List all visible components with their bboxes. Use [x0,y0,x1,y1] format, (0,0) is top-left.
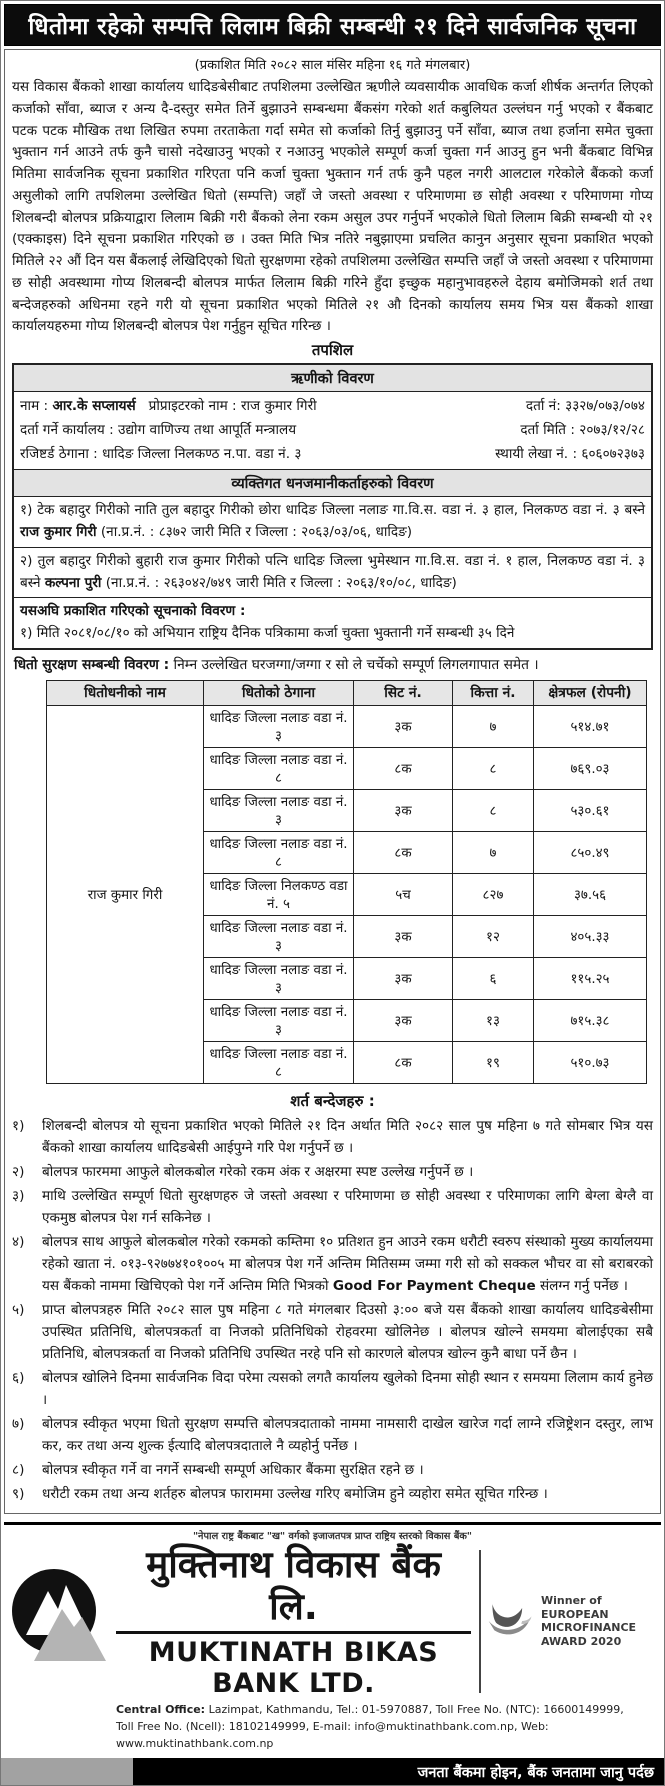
plot-cell: १३ [453,999,534,1041]
bank-names [112,1544,475,1699]
col-owner-name: धितोधनीको नाम [47,680,204,705]
bank-name-nepali: मुक्तिनाथ विकास बैंक लि. [116,1544,471,1634]
owner-cell: राज कुमार गिरी [47,705,204,1083]
sheet-cell: ८क [354,1041,453,1083]
terms-heading: शर्त बन्देजहरु : [290,1091,375,1110]
plot-cell: १९ [453,1041,534,1083]
term-item-1: १) शिलबन्दी बोलपत्र यो सूचना प्रकाशित भएको मितिले २१ दिन अर्थात मिति २०८२ साल पुष महिना ७ गते सोमबार भित्र यस बैंकको शाखा कार्यालय धादिङबेसी आईपुग्ने गरि पेश गर्नुपर्ने छ । [12,1117,653,1156]
address-cell: धादिङ जिल्ला निलकण्ठ वडा नं. ५ [204,873,354,915]
terms-list [12,1115,653,1505]
notice-body [4,49,661,1514]
footer-divider [4,1522,661,1525]
sheet-cell: ८क [354,831,453,873]
borrower-details [14,392,651,469]
slogan-text: जनता बैंकमा होइन, बैंक जनतामा जानु पर्दछ [133,1758,664,1785]
address-cell: धादिङ जिल्ला नलाङ वडा नं. ८ [204,1041,354,1083]
contact-info [116,1701,661,1752]
sheet-cell: ५च [354,873,453,915]
plot-cell: ८ [453,789,534,831]
contact-line-1: Central Office: Lazimpat, Kathmandu, Tel.: 01-5970887, Toll Free No. (NTC): 16600149999, [116,1702,624,1716]
borrower-regno: दर्ता नं: ३३२७/०७३/०७४ [525,398,645,414]
collateral-heading: धितो सुरक्षण सम्बन्धी विवरण : निम्न उल्लेखित घरजग्गा/जग्गा र सो ले चर्चेको सम्पूर्ण लिगलगापात समेत । [14,656,539,673]
term-item-4: ४) बोलपत्र साथ आफुले बोलकबोल गरेको रकमको कम्तिमा १० प्रतिशत हुन आउने रकम धरौटी स्वरुप संस्थाको मुख्य कार्यालयमा रहेको खाता नं. ०१३-९२७७४१०१००५ मा बोलपत्र पेश गर्ने अन्तिम मितिसम्म जम्मा गरी सो को सक्कल भौचर वा सो बराबरको यस बैंकको नाममा खिचिएको पेश गर्ने अन्तिम मिति भित्रको Good For Payment Cheque संलग्न गर्नु पर्नेछ । [12,1233,653,1294]
published-date: (प्रकाशित मिति २०८२ साल मंसिर महिना १६ गते मंगलबार) [194,58,471,73]
term-item-5: ५) प्राप्त बोलपत्रहरु मिति २०८२ साल पुष महिना ८ गते मंगलबार दिउसो ३:०० बजे यस बैंकको शाखा कार्यालय धादिङबेसीमा उपस्थित प्रतिनिधि, बोलपत्रकर्ता वा निजको प्रतिनिधिको रोहवरमा खोलिनेछ । बोलपत्र खोल्ने समयमा बोलाईएका सबै प्रतिनिधि, बोलपत्रकर्ता वा निजको प्रतिनिधि उपस्थित नरहे पनि सो कारणले बोलपत्र खोल्न कुनै बाधा पर्ने छैन । [12,1301,653,1362]
guarantor-2: २) तुल बहादुर गिरीको बुहारी राज कुमार गिरीको पत्नि धादिङ जिल्ला भुमेस्थान गा.वि.स. वडा नं. १ हाल, निलकण्ठ वडा नं. ३ बस्ने कल्पना पुरी (ना.प्र.नं. : २६३०४२/७४९ जारी मिति र जिल्ला : २०६३/१०/०८, धादिङ) [14,547,651,598]
borrower-regdate: दर्ता मिति : २०७३/१२/२८ [520,421,645,438]
col-address: धितोको ठेगाना [204,680,354,705]
collateral-table-header-row [47,680,647,705]
sheet-cell: ८क [354,747,453,789]
address-cell: धादिङ जिल्ला नलाङ वडा नं. ८ [204,747,354,789]
muktinath-logo-icon [8,1565,112,1677]
award-swoosh-icon [485,1599,537,1643]
guarantor-1: १) टेक बहादुर गिरीको नाति तुल बहादुर गिरीको छोरा धादिङ जिल्ला नलाङ गा.वि.स. वडा नं. ३ हाल, निलकण्ठ वडा नं. ३ बस्ने राज कुमार गिरी (ना.प्र.नं. : ८३७२ जारी मिति र जिल्ला : २०६३/०३/०६, धादिङ) [20,502,645,541]
col-area: क्षेत्रफल (रोपनी) [534,680,647,705]
bank-name-english: MUKTINATH BIKAS BANK LTD. [148,1636,439,1699]
area-cell: ५१०.७३ [534,1041,647,1083]
sheet-cell: ३क [354,957,453,999]
borrower-row-2 [20,419,645,443]
table-row [47,705,647,747]
address-cell: धादिङ जिल्ला नलाङ वडा नं. ३ [204,957,354,999]
term-item-7: ७) बोलपत्र स्वीकृत भएमा धितो सुरक्षण सम्पत्ति बोलपत्रदाताको नाममा नामसारी दाखेल खारेज गर्दा लाग्ने रजिष्ट्रेशन दस्तुर, लाभ कर, कर तथा अन्य शुल्क ईत्यादि बोलपत्रदाताले नै व्यहोर्नु पर्नेछ । [12,1415,653,1454]
sheet-cell: ३क [354,999,453,1041]
guarantor-section-title: व्यक्तिगत धनजमानीकर्ताहरुको विवरण [14,469,651,497]
slogan-gray-block [1,1758,133,1785]
plot-cell: १२ [453,915,534,957]
term-item-9: ९) धरौटी रकम तथा अन्य शर्तहरु बोलपत्र फाराममा उल्लेख गरिए बमोजिम हुने व्यहोरा समेत सूचित गरिन्छ । [12,1485,548,1502]
address-cell: धादिङ जिल्ला नलाङ वडा नं. ३ [204,999,354,1041]
plot-cell: ७ [453,831,534,873]
col-sheet-no: सिट नं. [354,680,453,705]
area-cell: ४०५.३३ [534,915,647,957]
previous-notice-item: १) मिति २०८१/०८/१० को अभियान राष्ट्रिय दैनिक पत्रिकामा कर्जा चुक्ता भुक्तानी गर्ने सम्बन्धी ३५ दिने [20,625,515,642]
borrower-pan: स्थायी लेखा नं. : ६०६०७२३७३ [495,445,645,462]
plot-cell: ८ [453,747,534,789]
previous-notice-heading: यसअघि प्रकाशित गरिएको सूचनाको विवरण : [20,603,246,620]
borrower-row-1 [20,395,645,419]
borrower-section-title: ऋणीको विवरण [14,365,651,392]
plot-cell: ८२७ [453,873,534,915]
area-cell: ५३०.६१ [534,789,647,831]
area-cell: ७१५.३८ [534,999,647,1041]
sheet-cell: ३क [354,789,453,831]
slogan-bar [1,1758,664,1785]
term-item-6: ६) बोलपत्र खोलिने दिनमा सार्वजनिक विदा परेमा त्यसको लगतै कार्यालय खुलेको दिनमा सोही स्थान र समयमा लिलाम कार्य हुनेछ । [12,1369,653,1408]
previous-notice [14,597,651,648]
vertical-divider [479,1550,481,1693]
term-item-8: ८) बोलपत्र स्वीकृत गर्ने वा नगर्ने सम्बन्धी सम्पूर्ण अधिकार बैंकमा सुरक्षित रहने छ । [12,1461,424,1478]
borrower-regoffice: दर्ता गर्ने कार्यालय : उद्योग वाणिज्य तथा आपूर्ति मन्त्रालय [20,421,297,438]
borrower-row-3 [20,443,645,467]
tapasil-heading: तपशिल [311,341,354,359]
area-cell: ७६९.०३ [534,747,647,789]
notice-title: धितोमा रहेको सम्पत्ति लिलाम बिक्री सम्बन्धी २१ दिने सार्वजनिक सूचना [4,4,661,46]
footer [4,1529,661,1752]
bank-identity-row [4,1544,661,1699]
address-cell: धादिङ जिल्ला नलाङ वडा नं. ३ [204,915,354,957]
area-cell: ११५.२५ [534,957,647,999]
award-block [485,1594,657,1649]
address-cell: धादिङ जिल्ला नलाङ वडा नं. ३ [204,705,354,747]
area-cell: ३७.५६ [534,873,647,915]
plot-cell: ७ [453,705,534,747]
license-line: "नेपाल राष्ट्र बैंकबाट "ख" वर्गको इजाजतपत्र प्राप्त राष्ट्रिय स्तरको विकास बैंक" [192,1530,473,1542]
address-cell: धादिङ जिल्ला नलाङ वडा नं. ८ [204,831,354,873]
area-cell: ८५०.४९ [534,831,647,873]
address-cell: धादिङ जिल्ला नलाङ वडा नं. ३ [204,789,354,831]
borrower-name: नाम : आर.के सप्लायर्स प्रोप्राइटरको नाम : राज कुमार गिरी [20,398,317,414]
sheet-cell: ३क [354,915,453,957]
plot-cell: ६ [453,957,534,999]
area-cell: ५१४.७१ [534,705,647,747]
col-plot-no: कित्ता नं. [453,680,534,705]
sheet-cell: ३क [354,705,453,747]
contact-line-2: Toll Free No. (Ncell): 18102149999, E-mail: info@muktinathbank.com.np, Web: www.muktinathbank.com.np [116,1719,549,1750]
term-item-2: २) बोलपत्र फारममा आफुले बोलकबोल गरेको रकम अंक र अक्षरमा स्पष्ट उल्लेख गर्नुपर्ने छ । [12,1163,474,1180]
borrower-address: रजिष्टर्ड ठेगाना : धादिङ जिल्ला निलकण्ठ न.पा. वडा नं. ३ [20,445,302,462]
collateral-table [46,680,647,1084]
term-item-3: ३) माथि उल्लेखित सम्पूर्ण धितो सुरक्षणहरु जे जस्तो अवस्था र परिमाणमा छ सोही अवस्था र परिमाणका लागि बेग्ला बेग्लै वा एकमुष्ठ बोलपत्र पेश गर्न सकिनेछ । [12,1187,653,1226]
intro-paragraph: यस विकास बैंकको शाखा कार्यालय धादिङबेसीबाट तपशिलमा उल्लेखित ऋणीले व्यवसायीक आवधिक कर्जा शीर्षक अन्तर्गत लिएको कर्जाको साँवा, ब्याज र अन्य दै-दस्तुर समेत तिर्ने बुझाउने सम्बन्धमा बैंकसंग गरेको शर्त कबुलियत उल्लंघन गर्नु भएको र बैंकबाट पटक पटक मौखिक तथा लिखित रुपमा तरताकेता गर्दा समेत सो कर्जाको तिर्नु बुझाउनु पर्ने साँवा, ब्याज तथा हर्जाना समेत चुक्ता भुक्तान गर्न आउने तर्फ कुनै चासो नदेखाउनु भएको र नआउनु भएकोले सम्पूर्ण कर्जा चुक्ता गर्न आउनु हुन भनी बैंकबाट विभिन्न मितिमा सार्वजनिक सूचना प्रकाशित गरिएता पनि कर्जा चुक्ता भुक्तान गर्न तर्फ कुनै पहल नगरी आलटाल गरेकोले बैंकको कर्जा असुलीको लागि तपशिलमा उल्लेखित धितो (सम्पत्ति) जहाँ जे जस्तो अवस्था र परिमाणमा छ सोही अवस्था र परिमाणमा गोप्य शिलबन्दी बोलपत्र प्रक्रियाद्वारा लिलाम बिक्री गरी बैंकको लेना रकम असुल उपर गर्नुपर्ने भएकोले धितो लिलाम बिक्री सम्बन्धी यो २१ (एक्काइस) दिने सूचना प्रकाशित गरिएको छ । उक्त मिति भित्र नतिरे नबुझाएमा प्रचलित कानुन अनुसार सूचना प्रकाशित भएको मितिले २२ औं दिन यस बैंकलाई लेखिदिएको धितो सुरक्षणमा रहेको तपशिलमा उल्लेखित सम्पत्ति जहाँ जे जस्तो अवस्था र परिमाणमा छ सोही अवस्थामा गोप्य शिलबन्दी बोलपत्र मार्फत लिलाम बिक्री गरिने हुँदा इच्छुक महानुभावहरुले देहाय बमोजिमको शर्त तथा बन्देजहरुको अधिनमा रहने गरी यो सूचना प्रकाशित भएको मितिले २१ औ दिनको कार्यालय समय भित्र यस बैंकको शाखा कार्यालयहरुमा गोप्य शिलबन्दी बोलपत्र पेश गर्नुहुन सूचित गरिन्छ । [12,79,653,335]
details-box [12,363,653,650]
award-text: Winner of EUROPEAN MICROFINANCE AWARD 2020 [541,1593,637,1649]
